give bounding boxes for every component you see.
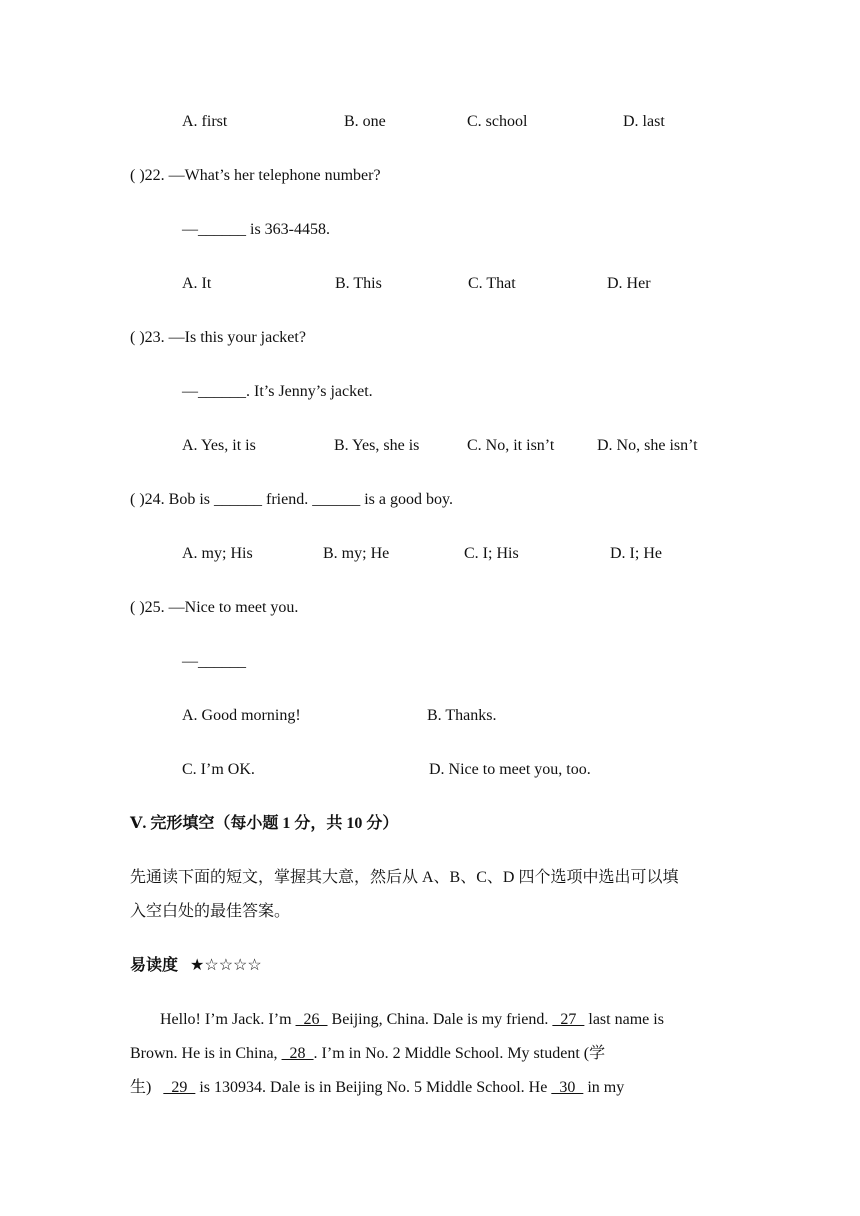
q21-option-a: A. first	[182, 113, 228, 130]
passage-text: Hello! I’m Jack. I’m	[160, 1011, 296, 1028]
q22-option-c: C. That	[468, 275, 516, 292]
q25-option-b: B. Thanks.	[427, 707, 497, 724]
q21-option-c: C. school	[467, 113, 528, 130]
q22-option-d: D. Her	[607, 275, 651, 292]
passage-text: 生)	[130, 1079, 164, 1096]
q21-option-d: D. last	[623, 113, 665, 130]
q25-option-a: A. Good morning!	[182, 707, 301, 724]
instructions-line-2: 入空白处的最佳答案。	[130, 903, 291, 920]
q25-answer-line: —______	[182, 653, 246, 670]
blank-29: 29	[163, 1079, 196, 1096]
q23-option-b: B. Yes, she is	[334, 437, 420, 454]
passage-line-3	[130, 1078, 624, 1098]
q23-option-a: A. Yes, it is	[182, 437, 256, 454]
q24-option-c: C. I; His	[464, 545, 519, 562]
blank-30: 30	[551, 1079, 584, 1096]
q23-option-c: C. No, it isn’t	[467, 437, 555, 454]
q25-stem: ( )25. —Nice to meet you.	[130, 599, 299, 616]
q21-option-b: B. one	[344, 113, 386, 130]
q25-option-d: D. Nice to meet you, too.	[429, 761, 591, 778]
passage-text: Beijing, China. Dale is my friend.	[327, 1011, 553, 1028]
section-heading: Ⅴ. 完形填空（每小题 1 分，共 10 分）	[130, 815, 399, 832]
q24-stem: ( )24. Bob is ______ friend. ______ is a good boy.	[130, 491, 453, 508]
blank-28: 28	[281, 1045, 314, 1062]
passage-text: Brown. He is in China,	[130, 1045, 282, 1062]
q24-option-b: B. my; He	[323, 545, 390, 562]
q22-answer-line: —______ is 363-4458.	[182, 221, 330, 238]
q22-option-b: B. This	[335, 275, 382, 292]
q23-stem: ( )23. —Is this your jacket?	[130, 329, 306, 346]
passage-line-2	[130, 1044, 605, 1064]
q24-option-a: A. my; His	[182, 545, 253, 562]
difficulty-stars: ★☆☆☆☆	[190, 957, 262, 974]
instructions-line-1: 先通读下面的短文，掌握其大意，然后从 A、B、C、D 四个选项中选出可以填	[130, 869, 679, 886]
q22-stem: ( )22. —What’s her telephone number?	[130, 167, 381, 184]
passage-text: is 130934. Dale is in Beijing No. 5 Middle School. He	[195, 1079, 552, 1096]
q23-option-d: D. No, she isn’t	[597, 437, 698, 454]
q25-option-c: C. I’m OK.	[182, 761, 255, 778]
blank-26: 26	[295, 1011, 328, 1028]
passage-text: . I’m in No. 2 Middle School. My student (学	[313, 1045, 606, 1062]
difficulty-label: 易读度	[130, 957, 179, 974]
q24-option-d: D. I; He	[610, 545, 662, 562]
difficulty-rating	[130, 956, 262, 976]
q23-answer-line: —______. It’s Jenny’s jacket.	[182, 383, 373, 400]
passage-text: last name is	[584, 1011, 664, 1028]
passage-text: in my	[583, 1079, 625, 1096]
blank-27: 27	[552, 1011, 585, 1028]
q22-option-a: A. It	[182, 275, 212, 292]
passage-line-1	[160, 1010, 664, 1030]
